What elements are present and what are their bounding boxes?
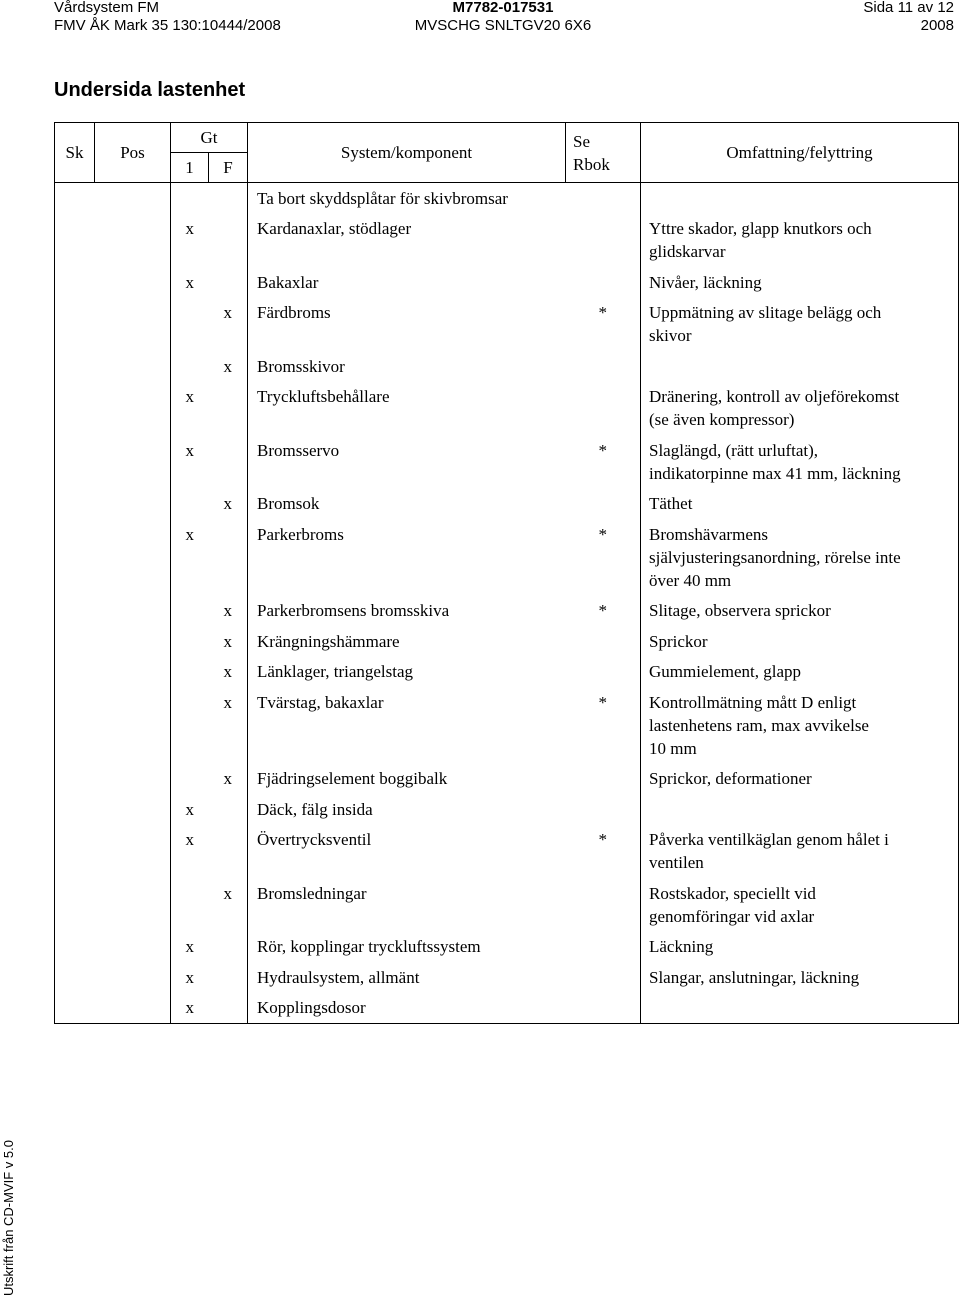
scope-description: Gummielement, glapp [641,657,959,687]
sk-cell [55,687,95,764]
gt-1-mark: x [171,992,209,1023]
table-row [55,932,959,962]
component-name: Bromsskivor [248,351,566,381]
table-row [55,381,959,435]
component-name: Länklager, triangelstag [248,657,566,687]
rbok-reference-mark [566,267,641,297]
sk-cell [55,764,95,794]
gt-1-mark: x [171,794,209,824]
gt-1-mark [171,489,209,519]
sk-cell [55,992,95,1023]
table-row [55,213,959,267]
gt-f-mark: x [223,662,232,682]
table-row [55,297,959,351]
pos-cell [95,519,171,596]
scope-description [641,351,959,381]
gt-1-mark: x [171,435,209,489]
gt-f-mark: x [223,302,232,322]
scope-description: Sprickor, deformationer [641,764,959,794]
gt-1-mark: x [171,519,209,596]
component-name: Bromsservo [248,435,566,489]
gt-f-mark [209,794,248,824]
sk-cell [55,878,95,932]
pos-cell [95,687,171,764]
scope-description: Slaglängd, (rätt urluftat), indikatorpinne max 41 mm, läckning [641,435,959,489]
sk-cell [55,213,95,267]
rbok-reference-mark: * [598,692,607,712]
column-header-se-rbok: Se Rbok [566,123,641,183]
table-row [55,626,959,656]
sk-cell [55,519,95,596]
gt-f-mark [209,435,248,489]
component-name: Fjädringselement boggibalk [248,764,566,794]
component-name: Parkerbromsens bromsskiva [248,596,566,626]
gt-f-mark [209,824,248,878]
column-header-gt: Gt [171,123,248,153]
table-row [55,351,959,381]
rbok-reference-mark: * [598,440,607,460]
column-header-pos: Pos [95,123,171,183]
gt-f-mark [209,183,248,214]
rbok-reference-mark: * [598,830,607,850]
header-right [863,0,954,35]
sk-cell [55,794,95,824]
rbok-reference-mark [566,932,641,962]
gt-f-mark [209,381,248,435]
component-name: Däck, fälg insida [248,794,566,824]
rbok-reference-mark: * [598,524,607,544]
scope-description: Läckning [641,932,959,962]
sk-cell [55,351,95,381]
gt-1-mark [171,878,209,932]
component-name: Bromsok [248,489,566,519]
pos-cell [95,351,171,381]
sk-cell [55,381,95,435]
scope-description: Dränering, kontroll av oljeförekomst (se även kompressor) [641,381,959,435]
gt-f-mark: x [223,692,232,712]
component-name: Rör, kopplingar tryckluftssystem [248,932,566,962]
component-name: Ta bort skyddsplåtar för skivbromsar [248,183,566,214]
print-source-note: Utskrift från CD-MVIF v 5.0 [1,1140,16,1297]
component-name: Bakaxlar [248,267,566,297]
header-page-number: Sida 11 av 12 [863,0,954,16]
rbok-reference-mark [566,962,641,992]
component-name: Tryckluftsbehållare [248,381,566,435]
header-document-reference: FMV ÅK Mark 35 130:10444/2008 [54,17,281,34]
gt-f-mark [209,932,248,962]
gt-1-mark [171,351,209,381]
component-name: Övertrycksventil [248,824,566,878]
component-name: Färdbroms [248,297,566,351]
table-row [55,267,959,297]
gt-1-mark [171,657,209,687]
pos-cell [95,794,171,824]
sk-cell [55,824,95,878]
scope-description: Täthet [641,489,959,519]
scope-description: Yttre skador, glapp knutkors och glidskarvar [641,213,959,267]
sk-cell [55,435,95,489]
pos-cell [95,962,171,992]
gt-1-mark [171,687,209,764]
table-row [55,962,959,992]
gt-1-mark: x [171,824,209,878]
gt-1-mark [171,596,209,626]
pos-cell [95,183,171,214]
pos-cell [95,213,171,267]
gt-f-mark [209,519,248,596]
scope-description: Nivåer, läckning [641,267,959,297]
scope-description [641,183,959,214]
sk-cell [55,932,95,962]
scope-description [641,992,959,1023]
gt-f-mark: x [223,631,232,651]
pos-cell [95,267,171,297]
gt-1-mark: x [171,381,209,435]
pos-cell [95,932,171,962]
gt-1-mark [171,297,209,351]
rbok-reference-mark [566,992,641,1023]
inspection-table [54,122,959,1024]
pos-cell [95,626,171,656]
scope-description: Sprickor [641,626,959,656]
gt-f-mark: x [223,494,232,514]
rbok-reference-mark [566,878,641,932]
scope-description: Slitage, observera sprickor [641,596,959,626]
rbok-reference-mark [566,351,641,381]
column-header-gt-f: F [209,153,248,183]
table-row [55,992,959,1023]
column-header-component: System/komponent [248,123,566,183]
component-name: Krängningshämmare [248,626,566,656]
table-row [55,794,959,824]
sk-cell [55,657,95,687]
header-vehicle-code: MVSCHG SNLTGV20 6X6 [414,17,592,34]
table-row [55,489,959,519]
column-header-sk: Sk [55,123,95,183]
sk-cell [55,626,95,656]
component-name: Tvärstag, bakaxlar [248,687,566,764]
table-row [55,596,959,626]
table-row [55,824,959,878]
rbok-reference-mark [566,764,641,794]
header-year: 2008 [920,17,954,34]
rbok-reference-mark [566,657,641,687]
rbok-reference-mark [566,183,641,214]
header-document-number: M7782-017531 [452,0,554,16]
pos-cell [95,992,171,1023]
pos-cell [95,297,171,351]
rbok-reference-mark: * [598,601,607,621]
table-row [55,878,959,932]
gt-1-mark [171,764,209,794]
sk-cell [55,489,95,519]
scope-description: Kontrollmätning mått D enligt lastenhetens ram, max avvikelse 10 mm [641,687,959,764]
gt-1-mark [171,626,209,656]
table-row [55,657,959,687]
page-header [54,0,954,37]
component-name: Kopplingsdosor [248,992,566,1023]
table-header [55,123,959,183]
pos-cell [95,878,171,932]
page-title: Undersida lastenhet [54,79,246,101]
sk-cell [55,183,95,214]
pos-cell [95,764,171,794]
table-row [55,519,959,596]
component-name: Bromsledningar [248,878,566,932]
scope-description: Påverka ventilkäglan genom hålet i ventilen [641,824,959,878]
sk-cell [55,267,95,297]
component-name: Hydraulsystem, allmänt [248,962,566,992]
gt-1-mark: x [171,213,209,267]
rbok-reference-mark: * [598,302,607,322]
header-center [403,0,603,35]
sk-cell [55,596,95,626]
column-header-scope: Omfattning/felyttring [641,123,959,183]
rbok-reference-mark [566,213,641,267]
gt-f-mark [209,213,248,267]
component-name: Parkerbroms [248,519,566,596]
table-row [55,183,959,214]
gt-f-mark: x [223,601,232,621]
gt-1-mark: x [171,267,209,297]
table-row [55,764,959,794]
gt-1-mark: x [171,932,209,962]
sk-cell [55,297,95,351]
scope-description: Uppmätning av slitage belägg och skivor [641,297,959,351]
component-name: Kardanaxlar, stödlager [248,213,566,267]
table-row [55,435,959,489]
gt-f-mark: x [223,356,232,376]
pos-cell [95,596,171,626]
gt-1-mark: x [171,962,209,992]
gt-f-mark: x [223,769,232,789]
scope-description: Slangar, anslutningar, läckning [641,962,959,992]
pos-cell [95,381,171,435]
pos-cell [95,824,171,878]
scope-description [641,794,959,824]
rbok-reference-mark [566,626,641,656]
header-system-name: Vårdsystem FM [54,0,160,16]
gt-f-mark [209,992,248,1023]
gt-1-mark [171,183,209,214]
table-body [55,183,959,1024]
rbok-reference-mark [566,489,641,519]
rbok-reference-mark [566,381,641,435]
pos-cell [95,435,171,489]
pos-cell [95,657,171,687]
scope-description: Rostskador, speciellt vid genomföringar vid axlar [641,878,959,932]
gt-f-mark [209,267,248,297]
gt-f-mark: x [223,883,232,903]
scope-description: Bromshävarmens självjusteringsanordning, rörelse inte över 40 mm [641,519,959,596]
gt-f-mark [209,962,248,992]
table-row [55,687,959,764]
sk-cell [55,962,95,992]
pos-cell [95,489,171,519]
rbok-reference-mark [566,794,641,824]
column-header-gt-1: 1 [171,153,209,183]
header-left [54,0,281,35]
